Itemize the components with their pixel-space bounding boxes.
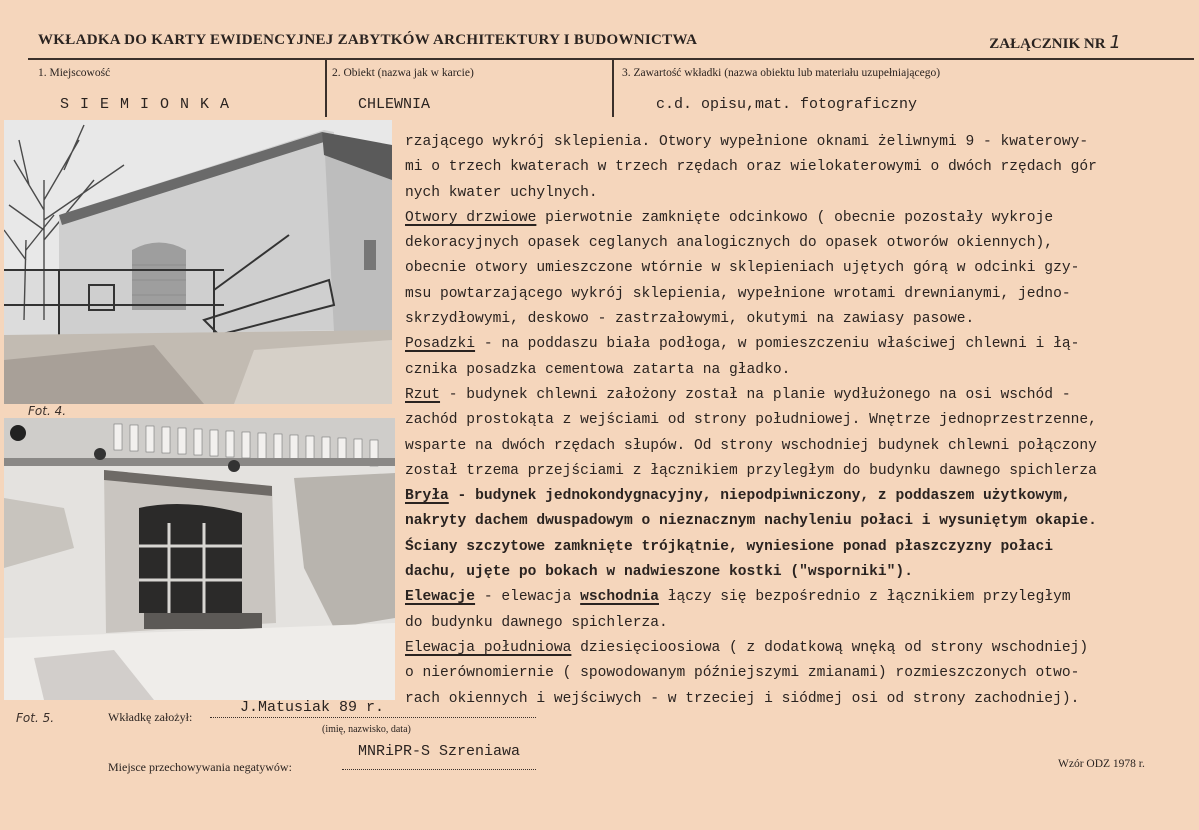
text-line <box>405 636 1192 661</box>
annex-handwritten-number: 1 <box>1109 32 1121 53</box>
founder-hint: (imię, nazwisko, data) <box>322 724 411 735</box>
section-heading-door-openings: Otwory drzwiowe <box>405 209 537 226</box>
section-heading-mass: Bryła <box>405 488 449 505</box>
text-span: dziesięcioosiowa ( z dodatkową wnęką od strony wschodniej) <box>571 639 1089 656</box>
description-text <box>405 130 1192 712</box>
storage-value: MNRiPR-S Szreniawa <box>358 743 521 760</box>
card-title: WKŁADKA DO KARTY EWIDENCYJNEJ ZABYTKÓW ARCHITEKTURY I BUDOWNICTWA <box>38 32 698 48</box>
text-span: - budynek jednokondygnacyjny, niepodpiwniczony, z poddaszem użytkowym, <box>448 488 1071 505</box>
text-span: - na poddaszu biała podłoga, w pomieszczeniu właściwej chlewni i łą- <box>475 336 1080 353</box>
text-line: Ściany szczytowe zamknięte trójkątnie, wyniesione ponad płaszczyzny połaci <box>405 538 1054 555</box>
text-line: msu powtarzającego wykrój sklepienia, wypełnione wrotami drewnianymi, jedno- <box>405 285 1071 302</box>
text-line <box>405 206 1192 231</box>
text-line: dekoracyjnych opasek ceglanych analogicznych do opasek otworów okiennych), <box>405 235 1054 252</box>
text-line: nakryty dachem dwuspadowym o nieznacznym nachyleniu połaci i wysuniętym okapie. <box>405 513 1097 530</box>
text-line: cznika posadzka cementowa zatarta na gładko. <box>405 361 791 378</box>
window-photo-image <box>4 418 395 700</box>
content-label: 3. Zawartość wkładki (nazwa obiektu lub materiału uzupełniającego) <box>622 67 941 79</box>
text-span: pierwotnie zamknięte odcinkowo ( obecnie pozostały wykroje <box>536 209 1054 226</box>
text-line: wsparte na dwóch rzędach słupów. Od strony wschodniej budynek chlewni połączony <box>405 437 1097 454</box>
text-line <box>405 383 1192 408</box>
section-heading-elevations: Elewacje <box>405 589 476 606</box>
founder-value: J.Matusiak 89 r. <box>240 699 385 716</box>
text-line: obecnie otwory umieszczone wtórnie w sklepieniach ujętych górą w odcinki gzy- <box>405 260 1080 277</box>
storage-label: Miejsce przechowywania negatywów: <box>108 760 292 774</box>
text-line: rach okiennych i wejściwych - w trzeciej i siódmej osi od strony zachodniej). <box>405 690 1080 707</box>
form-model: Wzór ODZ 1978 r. <box>1058 758 1145 770</box>
photo-5-caption: Fot. 5. <box>16 711 55 725</box>
fields-divider-1 <box>325 59 327 117</box>
text-span: - budynek chlewni założony został na planie wydłużonego na osi wschód - <box>440 386 1071 403</box>
founder-dotted-line <box>210 717 536 718</box>
section-heading-south-elevation: Elewacja południowa <box>405 639 572 656</box>
text-line: o nierównomiernie ( spowodowanym późniejszymi zmianami) rozmieszczonych otwo- <box>405 665 1080 682</box>
building-photo-image <box>4 120 392 404</box>
locality-value: S I E M I O N K A <box>60 96 231 113</box>
annex-label: ZAŁĄCZNIK NR <box>989 36 1106 52</box>
text-line: został trzema przejściami z łącznikiem przyległym do budynku dawnego spichlerza <box>405 462 1097 479</box>
text-line: mi o trzech kwaterach w trzech rzędach oraz wielokaterowymi o dwóch rzędach gór <box>405 159 1097 176</box>
photo-5 <box>4 418 395 700</box>
fields-divider-2 <box>612 59 614 117</box>
section-heading-east: wschodnia <box>580 589 659 606</box>
text-line <box>405 332 1192 357</box>
text-line <box>405 585 1192 610</box>
text-line: nych kwater uchylnych. <box>405 184 598 201</box>
content-value: c.d. opisu,mat. fotograficzny <box>656 96 918 113</box>
annex-number <box>989 32 1121 53</box>
text-span: - elewacja <box>475 589 581 606</box>
storage-dotted-line <box>342 769 536 770</box>
text-line: rzającego wykrój sklepienia. Otwory wypełnione oknami żeliwnymi 9 - kwaterowy- <box>405 134 1089 150</box>
text-line <box>405 484 1192 509</box>
object-label: 2. Obiekt (nazwa jak w karcie) <box>332 67 474 79</box>
text-span: łączy się bezpośrednio z łącznikiem przyległym <box>658 589 1071 606</box>
object-value: CHLEWNIA <box>358 96 431 113</box>
section-heading-floors: Posadzki <box>405 336 476 353</box>
photo-4-caption: Fot. 4. <box>28 404 67 418</box>
photo-4 <box>4 120 392 404</box>
header-rule <box>28 58 1194 60</box>
text-line: dachu, ujęte po bokach w nadwieszone kostki ("wsporniki"). <box>405 564 913 581</box>
locality-label: 1. Miejscowość <box>38 67 111 79</box>
founder-label: Wkładkę założył: <box>108 710 193 724</box>
section-heading-plan: Rzut <box>405 386 441 403</box>
text-line: skrzydłowymi, deskowo - zastrzałowymi, okutymi na zawiasy pasowe. <box>405 311 975 328</box>
text-line: do budynku dawnego spichlerza. <box>405 614 668 631</box>
text-line: zachód prostokąta z wejściami od strony południowej. Wnętrze jednoprzestrzenne, <box>405 412 1097 429</box>
